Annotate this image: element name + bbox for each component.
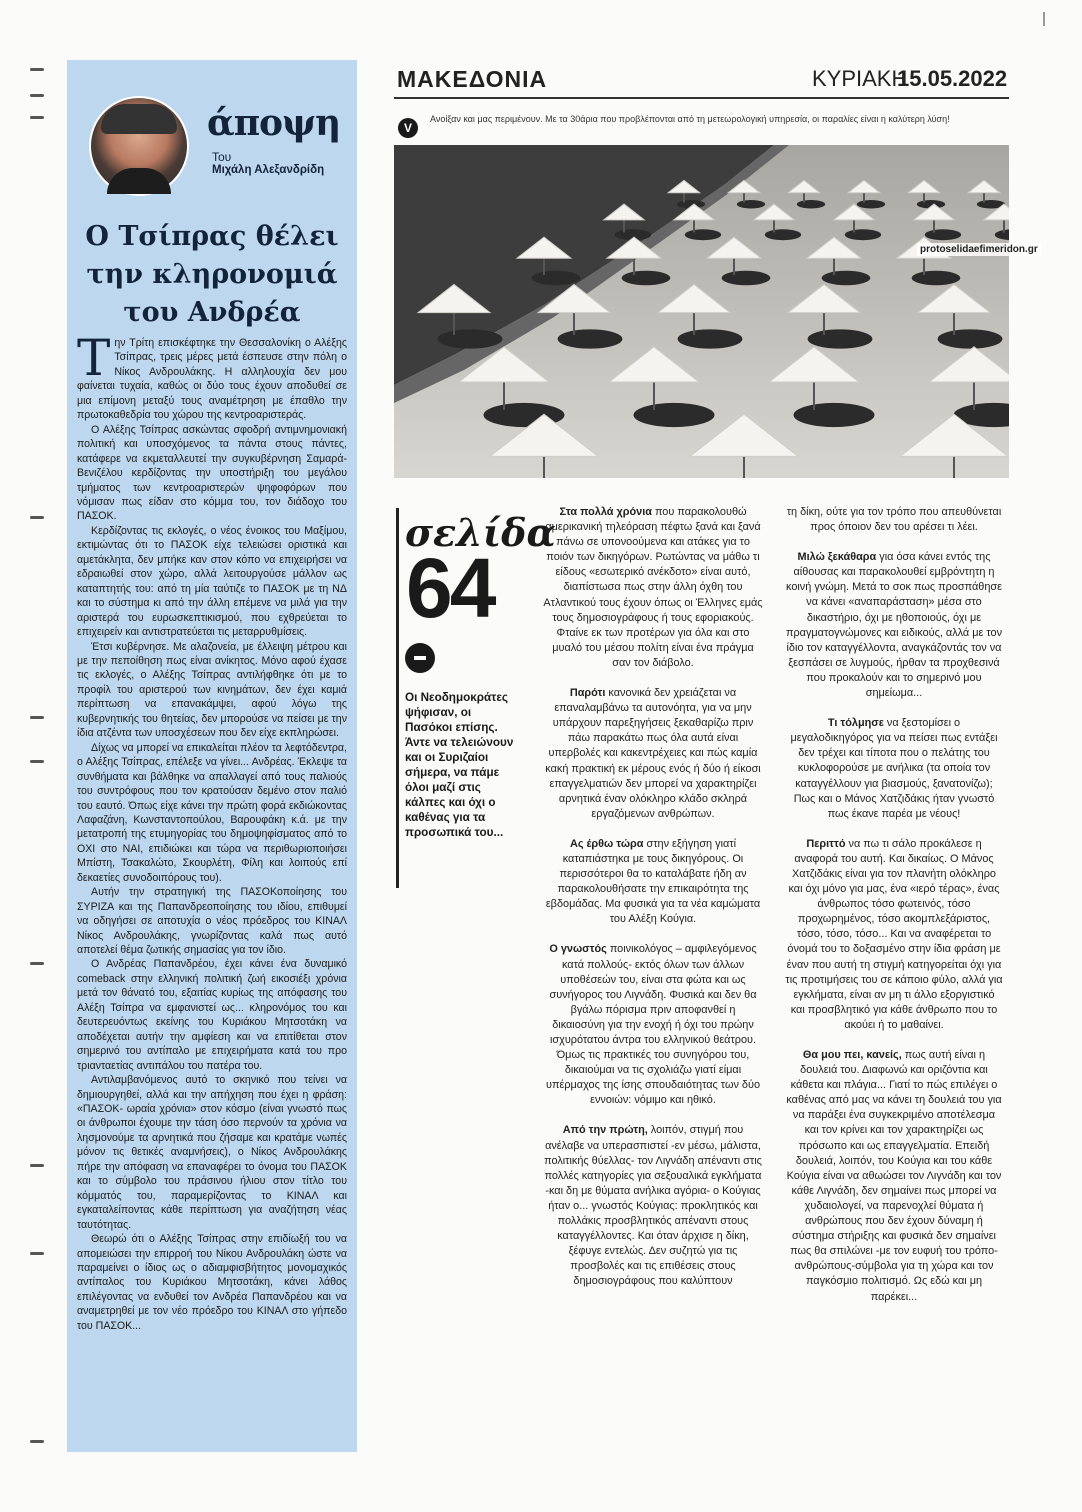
umbrella-shadow: [912, 271, 961, 286]
umbrella-shadow: [797, 200, 825, 208]
paragraph: Αυτήν την στρατηγική της ΠΑΣΟΚοποίησης του ΣΥΡΙΖΑ και της Παπανδρεοποίησης του ιδίου, επιθυμεί να οδηγήσει σε αποτυχία ο νέος πρόεδρος του ΚΙΝΑΛ Νίκος Ανδρουλάκης, γνωρίζοντας καλά πως αυτό αποτελεί θέμα ζωτικής σημασίας για τον ίδιο.: [77, 886, 347, 957]
beach-umbrellas-image: [394, 145, 1009, 478]
umbrella-shadow: [765, 229, 801, 240]
opinion-column: [67, 60, 357, 1452]
author-name: Μιχάλη Αλεξανδρίδη: [212, 164, 325, 176]
scan-mark: [30, 760, 44, 763]
paragraph: Δίχως να μπορεί να επικαλείται πλέον τα λεφτόδεντρα, ο Αλέξης Τσίπρας, επέλεξε να γίνει... Ανδρέας. Έκλεψε τα συνθήματα και βάλθηκε να απαλλαγεί από τους παλιούς του συντρόφους που τον κρατούσαν δεμένο στον παλιό του εαυτό. Όπως είχε κάνει την πρώτη φορά εκδιώκοντας Λαφαζάνη, Κωνσταντοπούλου, Βαρουφάκη κ.ά. με την μετατροπή της ετυμηγορίας του δημοψηφίσματος από το ΟΧΙ στο ΝΑΙ, επιδιώκει και τώρα να περιθωριοποιήσει Μπίστη, Τσακαλώτο, Σκουρλέτη, Φίλη και λοιπούς επί δεκαετίες συνοδοιπόρους του).: [77, 741, 347, 884]
column-paragraph: Ο γνωστός ποινικολόγος – αμφιλεγόμενος κατά πολλούς- εκτός όλων των άλλων υποθέσεών του, είναι στα φώτα και ως συνήγορος του Λιγνάδη. Φυσικά και δεν θα βγάλω πόρισμα πριν αποφανθεί η δικαιοσύνη για την ενοχή ή όχι του πρώην ισχυρότατου άντρα του ελληνικού θεάτρου. Όμως τις πρακτικές του συνηγόρου του, δικαιούμαι να τις σχολιάζω γιατί είμαι υπέρμαχος της ίσης σπουδαιότητας των δύο εννοιών: νόμιμο και ηθικό.: [546, 943, 760, 1107]
column-paragraph: Περιττό να πω τι σάλο προκάλεσε η αναφορά του αυτή. Και δικαίως. Ο Μάνος Χατζιδάκις είναι για τον πλανήτη ολόκληρο και όχι μόνο για μας, ένα «ιερό τέρας», ένας άνθρωπος τόσο φωτεινός, τόσο προχωρημένος, τόσο ακομπλεξάριστος, τόσο, τόσο, τόσο... Και να αναφέρεται το όνομά του το δοξασμένο στην ίδια φράση με έναν που αυτή τη στιγμή κατηγορείται όχι για τις προτιμήσεις του σε κάποιο φύλο, αλλά για εγκλήματα, είναι αν μη τι άλλο εξοργιστικό και προσβλητικό για κάθε άνθρωπο που το ακούει ή το μαθαίνει.: [785, 837, 1003, 1031]
opinion-label: άποψη: [207, 102, 341, 144]
article-headline: Ο Τσίπρας θέλει την κληρονομιά του Ανδρέα: [85, 221, 339, 328]
scan-mark: [30, 68, 44, 71]
scan-mark: [30, 116, 44, 119]
column-paragraph: Μιλώ ξεκάθαρα για όσα κάνει εντός της αίθουσας και παρακολουθεί εμβρόντητη η κοινή γνώμη. Μετά το σοκ πως προσπάθησε να κάνει «αναπαράσταση» μέσα στο δικαστήριο, όχι με ηθοποιούς, όχι με πραγματογνώμονες και ειδικούς, αλλά με τον ίδιο τον καταγγέλλοντα, αναγκάζοντάς τον να ξεσπάσει σε λυγμούς, ήρθαν τα προχθεσινά που προκαλούν και το σημερινό μου σημείωμα...: [785, 551, 1003, 700]
watermark: protoselidaefimeridon.gr: [917, 243, 1041, 256]
scan-mark: [30, 1440, 44, 1443]
author-photo: [89, 96, 189, 196]
scan-mark: [30, 94, 44, 97]
column-paragraph: Στα πολλά χρόνια που παρακολουθώ αμερικανική τηλεόραση πέφτω ξανά και ξανά πάνω σε υπονοούμενα και ατάκες για το ποιόν των δικηγόρων. Ρωτώντας να μάθω τι είδους «εσωτερικό ανέκδοτο» είναι αυτό, διαπίστωσα πως στην άλλη όχθη του Ατλαντικού τους έχουν όπως οι Έλληνες εμάς τους δημοσιογράφους ή τους εφοριακούς. Φταίνε εκ των προτέρων για όλα και στο μυαλό του μέσου πολίτη είναι ένα πράγμα σαν τον διάβολο.: [543, 506, 763, 669]
column-paragraph: Από την πρώτη, λοιπόν, στιγμή που ανέλαβε να υπερασπιστεί -εν μέσω, μάλιστα, πολιτικής θύελλας- τον Λιγνάδη απέναντι στις πολλές κατηγορίες για σεξουαλικά εγκλήματα -και δη με θύματα ανήλικα αγόρια- ο Κούγιας ήταν ο... γνωστός Κούγιας: προκλητικός και πολλάκις προσβλητικός απέναντι στους καταγγέλλοντες. Και όταν άρχισε η δίκη, ξέφυγε εντελώς. Δεν συζητώ για τις προσβολές και τις επιθέσεις στους δημοσιογράφους που καλύπτουν: [544, 1124, 762, 1288]
drop-cap: Τ: [77, 329, 111, 387]
column-2: [785, 505, 1003, 1320]
byline-prefix: Του: [212, 150, 232, 164]
paragraph: Ο Αλέξης Τσίπρας ασκώντας σφοδρή αντιμνημονιακή πολιτική και υποσχόμενος τα πάντα στους πάντες, κατάφερε να εκμεταλλευτεί την συγκυβέρνηση Σαμαρά- Βενιζέλου κερδίζοντας την υποστήριξη του μεγάλου τμήματος των κεντροαριστερών ψηφοφόρων που νόμισαν πως είδαν στο κόμμα του, τον διάδοχο του ΠΑΣΟΚ.: [77, 423, 347, 523]
umbrella-shadow: [857, 200, 885, 208]
umbrella-shadow: [722, 271, 771, 286]
umbrella-shadow: [558, 329, 623, 348]
column-paragraph: Ας έρθω τώρα στην εξήγηση γιατί καταπιάστηκα με τους δικηγόρους. Οι περισσότεροι θα το καταλάβατε ήδη αν παρακολουθήσατε την επικαιρότητα της εβδομάδας. Μα φυσικά για τα νέα καμώματα του Αλέξη Κούγια.: [545, 837, 761, 926]
column-paragraph: τη δίκη, ούτε για τον τρόπο που απευθύνεται προς όποιον δεν του αρέσει τι λέει.: [786, 506, 1002, 534]
umbrella-shadow: [634, 403, 715, 427]
paragraph: Έτσι κυβέρνησε. Με αλαζονεία, με έλλειψη μέτρου και με την πεποίθηση πως είναι ανίκητος. Μόνο αφού έχασε τις εκλογές, ο Αλέξης Τσίπρας αντιλήφθηκε ότι με το προφίλ του αριστερού των κινημάτων, δεν έχει καμιά περίπτωση να επανακάμψει, αφού λόγω της κυβερνητικής του θητείας, δεν μπορούσε να πείσει με την ίδια ατζέντα των υποσχέσεων που δεν είχε εκπληρώσει.: [77, 640, 347, 740]
issue-day: ΚΥΡΙΑΚΗ: [812, 66, 908, 91]
umbrella-shadow: [532, 271, 581, 286]
column-paragraph: Θα μου πει, κανείς, πως αυτή είναι η δουλειά του. Διαφωνώ και οριζόντια και κάθετα και πλάγια... Γιατί το πώς επιλέγει ο καθένας από μας να κάνει τη δουλειά του για να παράξει ένα συγκεκριμένο αποτέλεσμα και τον κρίνει και τον χαρακτηρίζει ως πρόσωπο και ως επαγγελματία. Επειδή δουλειά, λοιπόν, του Κούγια και του κάθε Κούγια είναι να αθωώσει τον Λιγνάδη και τον κάθε Λιγνάδη, δεν σημαίνει πως μπορεί να χυδαιολογεί, να παρενοχλεί θύματα ή ανθρώπους που δεν έχουν δύναμη ή σύστημα στήριξης και φυσικά δεν σημαίνει πως θα σπιλώνει -με τον ευφυή του τρόπο- ανθρώπους-σύμβολα για τη χώρα και τον παγκόσμιο πολιτισμό. Ως εδώ και μη παρέκει...: [786, 1049, 1002, 1303]
issue-date: 15.05.2022: [897, 66, 1008, 91]
paragraph: Θεωρώ ότι ο Αλέξης Τσίπρας στην επιδίωξή του να απομειώσει την επιρροή του Νίκου Ανδρουλάκη ώστε να παραμείνει ο ίδιος ως ο αδιαμφισβήτητος μονομαχικός αντίπαλος του Κυριάκου Μητσοτάκη, κάνει λάθος επιλέγοντας να ενδυθεί τον Ανδρέα Παπανδρέου και να αναμετρηθεί με τον νέο πρόεδρο του ΚΙΝΑΛ στο γήπεδο του ΠΑΣΟΚ...: [77, 1233, 347, 1332]
umbrella-shadow: [925, 229, 961, 240]
umbrella-shadow: [822, 271, 871, 286]
scan-mark: [1043, 12, 1045, 26]
newspaper-name: ΜΑΚΕΔΟΝΙΑ: [397, 66, 548, 92]
umbrella-shadow: [737, 200, 765, 208]
umbrella-shadow: [794, 403, 875, 427]
umbrella-shadow: [808, 329, 873, 348]
umbrella-shadow: [678, 329, 743, 348]
umbrella-shadow: [622, 271, 671, 286]
scan-mark: [30, 716, 44, 719]
paragraph: Αντιλαμβανόμενος αυτό το σκηνικό που τείνει να δημιουργηθεί, αλλά και την απήχηση που έχει η φράση: «ΠΑΣΟΚ- ωραία χρόνια» στον κόσμο (είναι γνωστό πως οι άνθρωποι έχουμε την τάση όσο περνούν τα χρόνια να λησμονούμε τα αρνητικά που ζήσαμε και κρατάμε νωπές μόνον τις θετικές αναμνήσεις), ο Νίκος Ανδρουλάκης πήρε την απόφαση να επαναφέρει το όνομα του ΠΑΣΟΚ και το σύμβολο του πράσινου ήλιου στον τίτλο του κόμματός του, παραμερίζοντας το ΚΙΝΑΛ και εγκαταλείποντας κάθε περίπτωση για αναζήτηση νέας ταυτότητας.: [77, 1074, 347, 1231]
opinion-body: [77, 329, 347, 1333]
page-teaser: Οι Νεοδημοκράτες ψήφισαν, οι Πασόκοι επίσης. Άντε να τελειώνουν και οι Συριζαίοι σήμερα, να πάμε όλοι μαζί στις κάλπες και όχι ο καθένας για τα προσωπικά του...: [405, 691, 514, 839]
umbrella-shadow: [845, 229, 881, 240]
beach-photo: [394, 145, 1009, 478]
column-paragraph: Τι τόλμησε να ξεστομίσει ο μεγαλοδικηγόρος για να πείσει πως εντάξει δεν τρέχει και τίποτα που ο πελάτης του κυκλοφορούσε με ανήλικα (τα οποία τον καταγγέλλουν για βιασμούς, ξανατονίζω); Πως και ο Μάνος Χατζιδάκις ήταν γνωστό πως έκανε παρέα με νέους!: [790, 717, 998, 820]
column-1: [543, 505, 763, 1305]
paragraph: Κερδίζοντας τις εκλογές, ο νέος ένοικος του Μαξίμου, εκτιμώντας ότι το ΠΑΣΟΚ είχε τελειώσει οριστικά και αμετάκλητα, δεν μπήκε καν στον κόπο να επιχειρήσει να εδραιωθεί στον χώρο, αλλά λειτουργούσε μάλλον ως καταπτητής του: από τη μία ταύτιζε το ΠΑΣΟΚ με τη ΝΔ και το σύστημα κι από την άλλη επέμενε να μιλά για την αριστερά του ευρωσκεπτικισμού, που εχθρεύεται το επιχειρείν και αντιστρατεύεται τις μεταρρυθμίσεις.: [77, 524, 347, 639]
scan-mark: [30, 516, 44, 519]
scan-mark: [30, 962, 44, 965]
paragraph: Ο Ανδρέας Παπανδρέου, έχει κάνει ένα δυναμικό comeback στην ελληνική πολιτική ζωή εικοσιέξι χρόνια μετά τον θάνατό του, εξαιτίας κυρίως της απόφασης του Αλέξη Τσίπρα να εμφανιστεί ως... κληρονόμος του και δευτερευόντως εκείνης του Κυριάκου Μητσοτάκη να αποδέχεται αυτήν την αμφίεση και να επιτίθεται στον σημερινό του αντίπαλο με επιχειρήματα κατά του προ τριανταετίας αντιπάλου του πατέρα του.: [77, 958, 347, 1072]
masthead-rule: [394, 97, 1009, 99]
column-paragraph: Παρότι κανονικά δεν χρειάζεται να επαναλαμβάνω τα αυτονόητα, για να μην υπάρχουν παρεξηγήσεις ξεκαθαρίζω πριν πάω παρακάτω πως όλα αυτά είναι υπερβολές και κακεντρέχειες και πώς καμία κακή πρακτική εκ μέρους ενός ή δύο ή είκοσι επαγγελματιών δεν μπορεί να χαρακτηρίζει αρνητικά έναν ολόκληρο κλάδο σκληρά εργαζόμενων ανθρώπων.: [545, 687, 761, 820]
umbrella-shadow: [438, 329, 503, 348]
photo-caption: Ανοίξαν και μας περιμένουν. Με τα 30άρια που προβλέπονται από τη μετεωρολογική υπηρεσία, οι παραλίες είναι η καλύτερη λύση!: [430, 114, 950, 124]
minus-icon: [405, 643, 435, 673]
v-badge-icon: V: [398, 118, 418, 138]
page-number: 64: [406, 541, 494, 635]
paragraph: Την Τρίτη επισκέφτηκε την Θεσσαλονίκη ο Αλέξης Τσίπρας, τρεις μέρες μετά έσπευσε στην πόλη ο Νίκος Ανδρουλάκης. Η αλληλουχία δεν μου φαίνεται τυχαία, καθώς οι δύο τους έχουν αποδυθεί σε μια επίμονη μεταξύ τους αναμέτρηση με έπαθλο την πρωτοκαθεδρία του χώρου της κεντροαριστεράς.: [77, 329, 347, 422]
scan-mark: [30, 1164, 44, 1167]
scan-mark: [30, 1252, 44, 1255]
teaser-rule: [396, 508, 399, 888]
umbrella-shadow: [938, 329, 1003, 348]
page-word: σελίδα: [405, 510, 556, 555]
umbrella-shadow: [685, 229, 721, 240]
